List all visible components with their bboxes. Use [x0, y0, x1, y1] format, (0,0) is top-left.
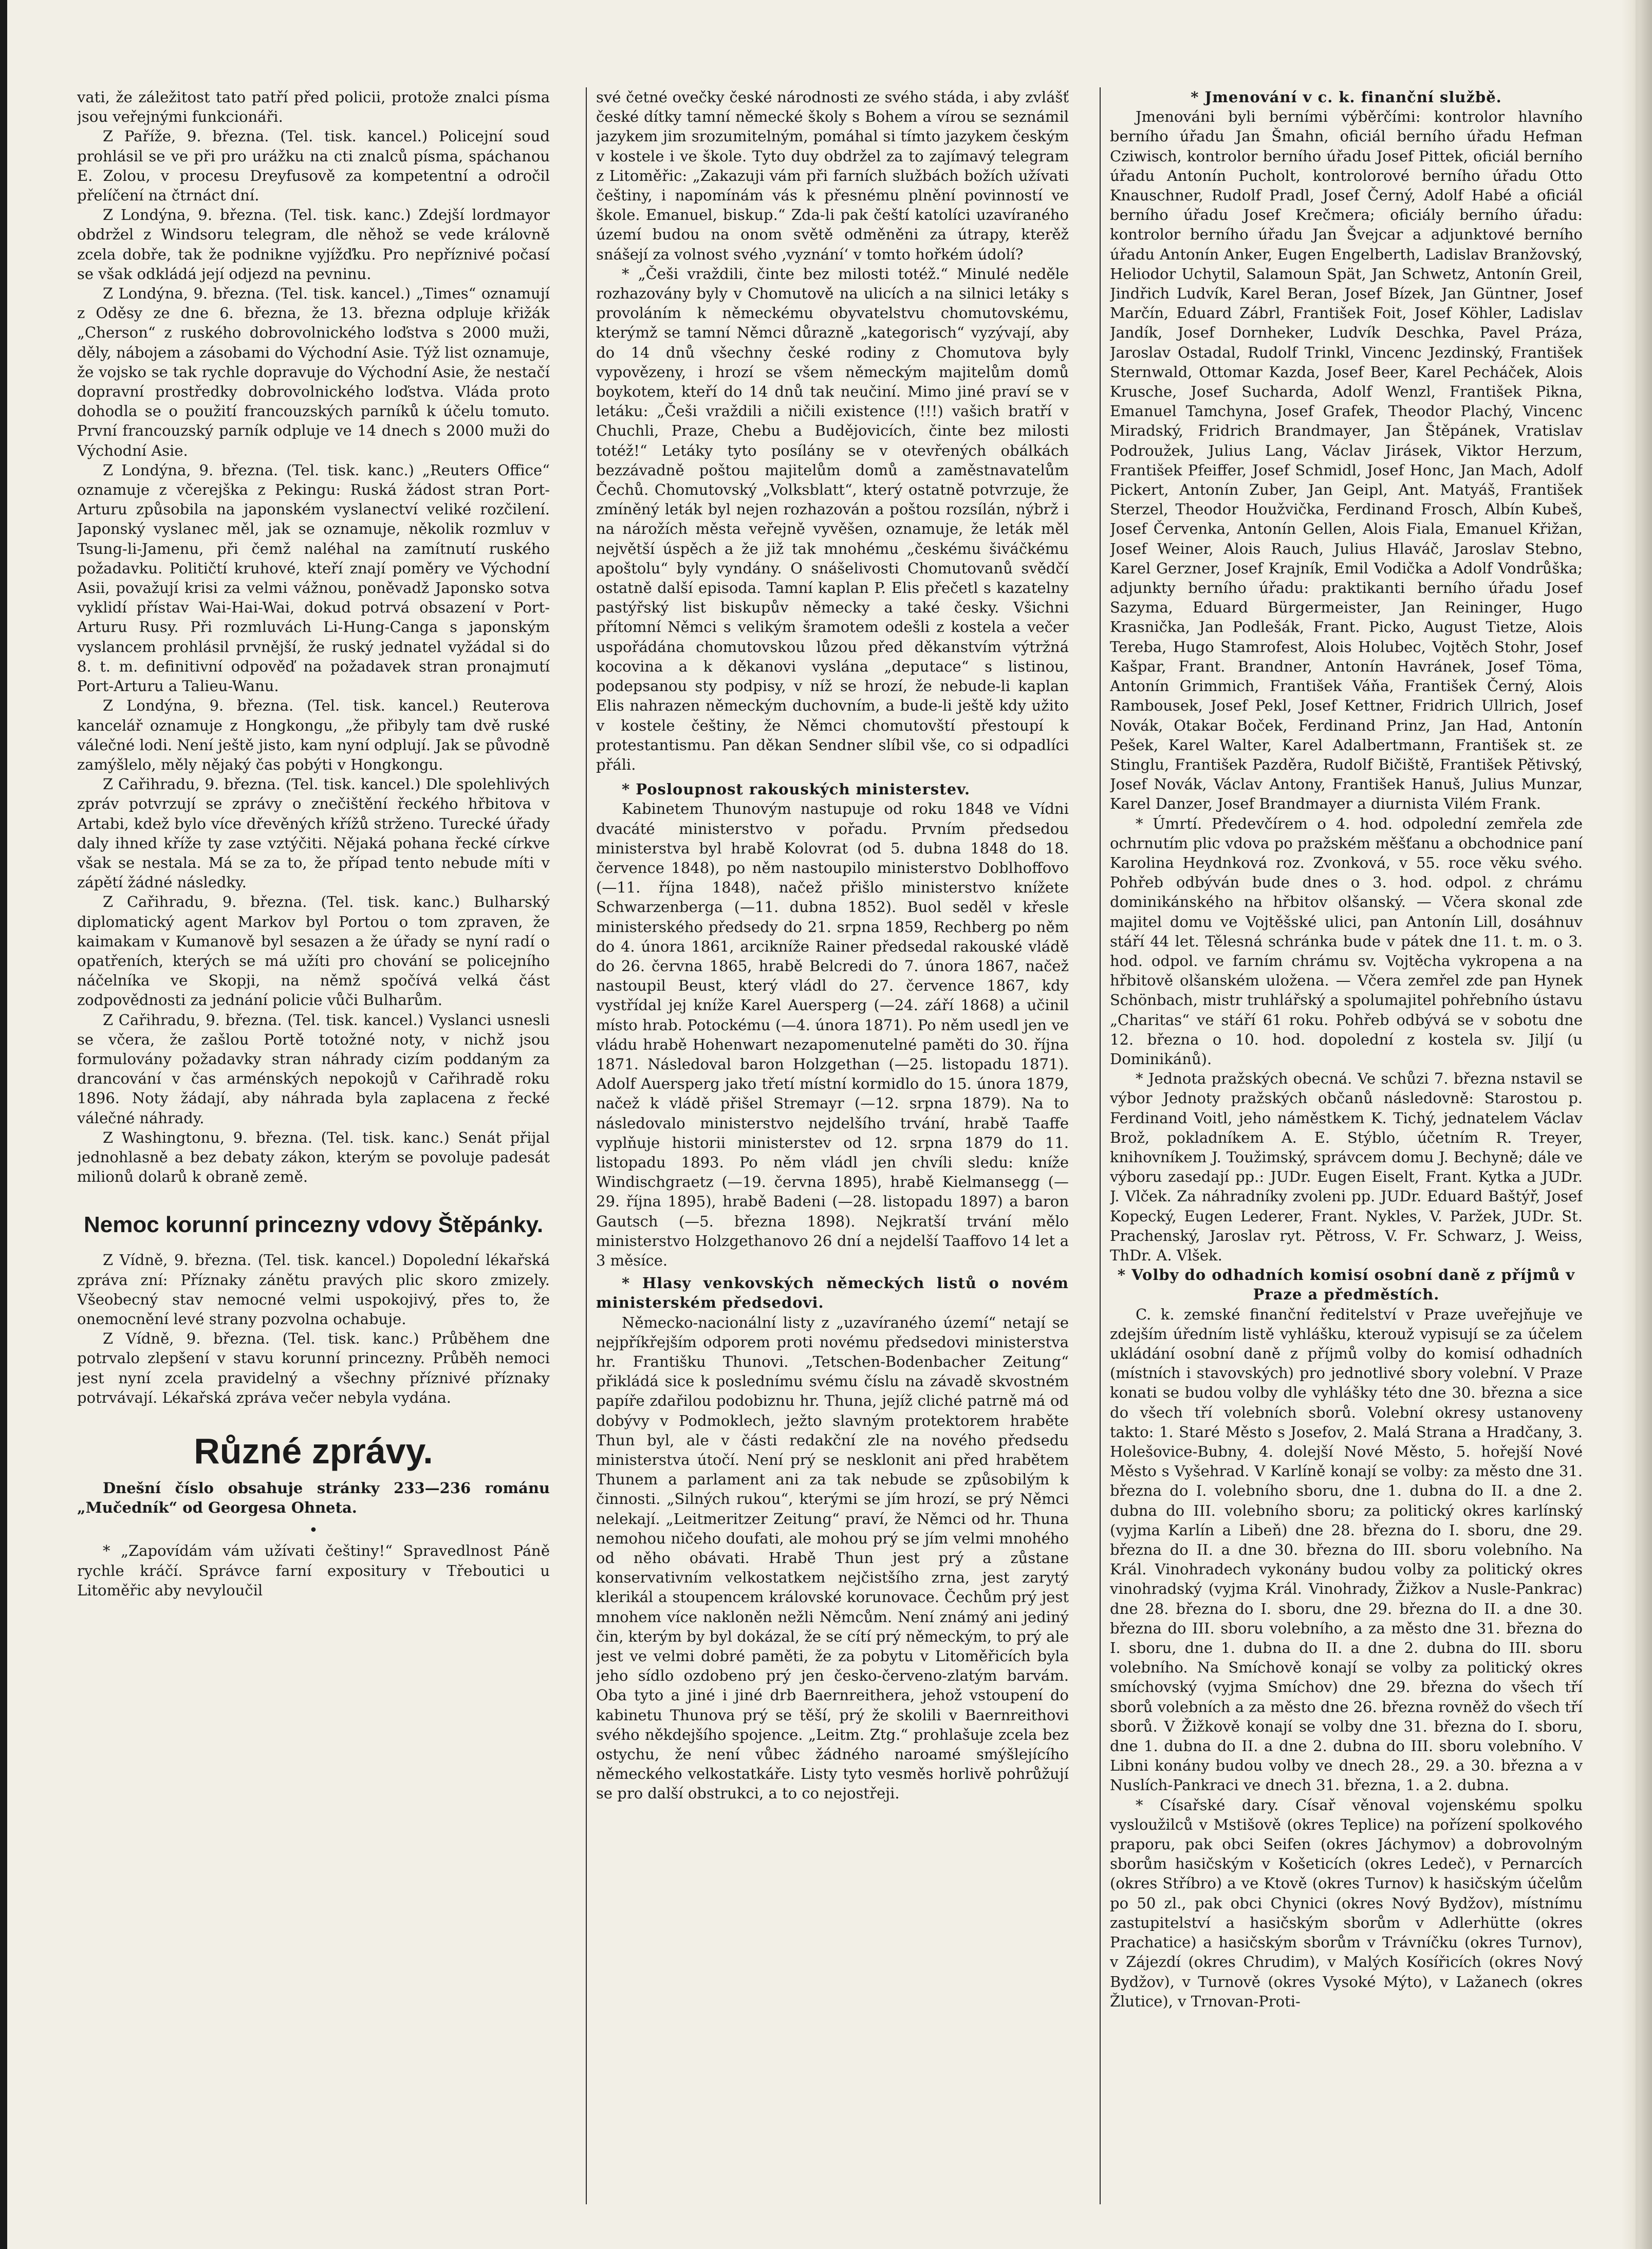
section-heading-appointments: * Jmenování v c. k. finanční službě. [1191, 88, 1502, 106]
news-paragraph: Z Vídně, 9. března. (Tel. tisk. kancel.) Dopolední lékařská zpráva zní: Příznaky zánětu pravých plic skoro zmizely. Všeobecný stav nemocné velmi uspokojivý, přes to, že onemocnění levé strany pozvolna ochabuje. [77, 1251, 550, 1328]
news-paragraph: Z Cařihradu, 9. března. (Tel. tisk. kancel.) Vyslanci usnesli se včera, že zašlou Portě totožné noty, v nichž jsou formulovány požadavky stran náhrady cizím poddaným za drancování v čas arménských nepokojů v Cařihradě roku 1896. Noty žádají, aby náhrada byla zaplacena z řecké válečné náhrady. [77, 1011, 550, 1127]
news-paragraph: Z Cařihradu, 9. března. (Tel. tisk. kancel.) Dle spolehlivých zpráv potvrzují se zprávy o znečištění řeckého hřbitova v Artabi, kdež bylo více dřevěných křížů strženo. Turecké úřady daly ihned kříže ty zase vztýčiti. Nějaká pohana řecké církve však se nestala. Má se za to, že případ tento nebude míti v zápětí žádné následky. [77, 775, 550, 891]
news-paragraph: Jmenováni byli berními výběrčími: kontrolor hlavního berního úřadu Jan Šmahn, oficiál berního úřadu Hefman Cziwisch, kontrolor berního úřadu Josef Pittek, oficiál berního úřadu Antonín Pucholt, kontrolorové berního úřadu Otto Knauschner, Rudolf Pradl, Josef Černý, Adolf Habé a oficiál berního úřadu Josef Krečmera; oficiály berního úřadu: kontrolor berního úřadu Jan Švejcar a adjunktové berního úřadu Antonín Anker, Eugen Engelberth, Ladislav Branžovský, Heliodor Uchytil, Salamoun Spät, Jan Schwetz, Antonín Greil, Jindřich Ludvík, Karel Beran, Josef Bízek, Jan Güntner, Josef Marčín, Eduard Zábrl, František Foit, Josef Köhler, Ladislav Jandík, Josef Dornheker, Ludvík Deschka, Pavel Práza, Jaroslav Ostadal, Rudolf Trinkl, Vincenc Jezdinský, František Sternwald, Ottomar Kazda, Josef Beer, Karel Pecháček, Alois Krusche, Josef Sucharda, Adolf Wenzl, František Pikna, Emanuel Tamchyna, Josef Grafek, Theodor Plachý, Vincenc Miradský, Fridrich Brandmayer, Jan Štěpánek, Vratislav Podroužek, Julius Lang, Václav Jirásek, Viktor Herzum, František Pfeiffer, Josef Schmidl, Josef Honc, Jan Mach, Adolf Pickert, Antonín Zuber, Jan Geipl, Ant. Matyáš, František Sterzel, Theodor Houžvička, Ferdinand Frosch, Albín Kubeš, Josef Červenka, Antonín Gellen, Alois Fiala, Emanuel Křižan, Josef Weiner, Alois Rauch, Julius Hlaváč, Jaroslav Stebno, Karel Gerzner, Josef Krajník, Emil Vodička a Adolf Vondrůška; adjunkty berního úřadu: praktikanti berního úřadu Josef Sazyma, Eduard Bürgermeister, Jan Reininger, Hugo Krasnička, Jan Podlešák, Frant. Picko, August Tietze, Alois Tereba, Hugo Stamrofest, Alois Holubec, Vojtěch Stohr, Josef Kašpar, Frant. Brandner, Antonín Havránek, Josef Töma, Antonín Grimmich, František Váňa, František Černý, Alois Rambousek, Josef Pekl, Josef Kettner, Fridrich Ullrich, Josef Novák, Otakar Boček, Ferdinand Prinz, Jan Had, Antonín Pešek, Karel Walter, Karel Adalbertmann, František st. ze Stinglu, František Pazděra, Rudolf Bičiště, František Pětivský, Josef Novák, Václav Antony, František Hanuš, Julius Munzar, Karel Danzer, Josef Brandmayer a diurnista Vilém Frank. [1110, 108, 1583, 813]
news-paragraph: * Úmrtí. Předevčírem o 4. hod. odpolední zemřela zde ochrnutím plic vdova po pražském měšťanu a obchodnice paní Karolina Heydnková roz. Zvonková, v 55. roce věku svého. Pohřeb odbýván bude dnes o 3. hod. odpol. z chrámu dominikánského na hřbitov olšanský. — Včera skonal zde majitel domu ve Vojtěšské ulici, pan Antonín Lill, dosáhnuv stáří 44 let. Tělesná schránka bude v pátek dne 11. t. m. o 3. hod. odpol. ve farním chrámu sv. Vojtěcha vykropena a na hřbitově olšanském uložena. — Včera zemřel zde pan Hynek Schönbach, mistr truhlářský a spolumajitel pohřebního ústavu „Charitas“ ve stáří 61 roku. Pohřeb odbývá se v sobotu dne 12. března o 10. hod. dopolední z kostela sv. Jiljí (u Dominikánů). [1110, 814, 1583, 1068]
separator: • [309, 1521, 318, 1540]
page-edge-line [1636, 0, 1640, 2249]
news-paragraph: Německo-nacionální listy z „uzavíraného území“ netají se nejpříkřejším odporem proti novému předsedovi ministerstva hr. Františku Thunovi. „Tetschen-Bodenbacher Zeitung“ přikládá sice k poslednímu svému číslu na závadě skvostném papíře zdařilou podobiznu hr. Thuna, jejíž cliché patrně má od dobývy v Podmoklech, ježto slavným protektorem hraběte Thun byl, ale v části redakční zle na nového předsedu ministerstva útočí. Není prý se nesklonit ani před hrabětem Thunem a parlament ani za tak nebude se způsobilým k činnosti. „Silných rukou“, kterými se jím hrozí, se prý Němci nelekají. „Leitmeritzer Zeitung“ praví, že Němci od hr. Thuna nemohou ničeho doufati, ale mohou prý se jím velmi mnohého od něho obávati. Hrabě Thun jest prý a zůstane konservativním velkostatkem nejčistšího zrna, jest zarytý klerikál a stoupencem královské korunovace. Čechům prý jest mnohem více nakloněn nežli Němcům. Není známý ani jediný čin, kterým by byl dokázal, že se cítí prý německým, to prý ale jest ve velmi dobré paměti, že za pobytu v Litoměřicích byla jeho sídlo ozdobeno prý jen česko-červeno-zlatým barvám. Oba tyto a jiné i jiné drb Baernreithera, jehož vstoupení do kabinetu Thunova prý se těší, prý že skolili v Baernreithovi svého někdejšího spojence. „Leitm. Ztg.“ prohlašuje zcela bez ostychu, že není vůbec žádného naroamé smýšlejícího německého velkostatkáře. Listy tyto vesměs horlivě pohrůžují se pro další obstrukci, a to co nejostřeji. [596, 1313, 1069, 1802]
news-paragraph: * Císařské dary. Císař věnoval vojenskému spolku vysloužilců v Mstišově (okres Teplice) na pořízení spolkového praporu, pak obci Seifen (okres Jáchymov) a dobrovolným sborům hasičským v Košeticích (okres Ledeč), v Pernarcích (okres Stříbro) a ve Ktově (okres Turnov) k hasičským účelům po 50 zl., pak obci Chynici (okres Nový Bydžov), místnímu zastupitelství a hasičským sborům v Adlerhütte (okres Prachatice) a hasičským sborům v Trávníčku (okres Turnov), v Zájezdí (okres Chrudim), v Malých Kosířicích (okres Nový Bydžov), v Turnově (okres Vysoké Mýto), v Lažanech (okres Žlutice), v Trnovan-Proti- [1110, 1796, 1583, 2010]
column-rule [1100, 87, 1101, 2204]
news-paragraph: Z Londýna, 9. března. (Tel. tisk. kanc.) „Reuters Office“ oznamuje z včerejška z Pekingu: Ruská žádost stran Port-Arturu způsobila na japonském vyslanectví veliké rozčilení. Japonský vyslanec měl, jak se oznamuje, několik rozmluv v Tsung-li-Jamenu, při čemž naléhal na zamítnutí ruského požadavku. Političtí kruhové, kteří znají poměry ve Východní Asii, považují krisi za velmi vážnou, poněvadž Japonsko sotva vyklidí přístav Wai-Hai-Wai, dokud potrvá obsazení v Port-Arturu Rusy. Při rozmluvách Li-Hung-Canga s japonským vyslancem prohlásil prvnější, že ruský jednatel vyžádal si do 8. t. m. definitivní odpověď na požadavek stran pronajmutí Port-Arturu a Talieu-Wanu. [77, 461, 550, 695]
news-paragraph: Z Londýna, 9. března. (Tel. tisk. kanc.) Zdejší lordmayor obdržel z Windsoru telegram, dle něhož se vede královně zcela dobře, tak že podnikne vyjížďku. Pro nepříznivé počasí se však odkládá její odjezd na pevninu. [77, 206, 550, 283]
news-paragraph: Z Paříže, 9. března. (Tel. tisk. kancel.) Policejní soud prohlásil se ve při pro urážku na cti znalců písma, spáchanou E. Zolou, v procesu Dreyfusově za kompetentní a odročil přelíčení na čtrnáct dní. [77, 127, 550, 205]
column-3 [1110, 87, 1583, 2209]
news-paragraph: Z Washingtonu, 9. března. (Tel. tisk. kanc.) Senát přijal jednohlasně a bez debaty zákon, kterým se povoluje padesát milionů dolarů k obraně země. [77, 1128, 550, 1186]
newspaper-page [77, 87, 1583, 2215]
news-paragraph: vati, že záležitost tato patří před policii, protože znalci písma jsou veřejnými funkcionáři. [77, 88, 550, 126]
section-heading-princess: Nemoc korunní princezny vdovy Štěpánky. [83, 1212, 544, 1238]
column-2 [596, 87, 1069, 2209]
section-heading-misc: Různé zprávy. [194, 1431, 433, 1471]
section-heading-elections: * Volby do odhadních komisí osobní daně z příjmů v Praze a předměstích. [1117, 1266, 1575, 1304]
section-heading-ministries: * Posloupnost rakouských ministerstev. [622, 780, 971, 798]
news-paragraph: * „Češi vraždili, činte bez milosti totéž.“ Minulé neděle rozhazovány byly v Chomutově na ulicích a na silnici letáky s provoláním k německému obyvatelstvu chomutovskému, kterýmž se tamní Němci důrazně „kategorisch“ vyzývají, aby do 14 dnů všechny české rodiny z Chomutova byly vypovězeny, i hrozí se všem německým majitelům domů boykotem, kteří do 14 dnů tak neučiní. Mimo jiné praví se v letáku: „Češi vraždili a ničili existence (!!!) vašich bratří v Chuchli, Praze, Chebu a Budějovicích, činte bez milosti totéž!“ Letáky tyto posílány se v otevřených obálkách bezzávadně poštou majitelům domů a zaměstnavatelům Čechů. Chomutovský „Volksblatt“, který ostatně potvrzuje, že zmíněný leták byl nejen rozhazován a poštou rozsílán, nýbrž i na nárožích města veřejně vyvěšen, oznamuje, že leták měl největší úspěch a že již tak mnohému „českému šiváčkému apoštolu“ byly vyndány. O snášelivosti Chomutovanů svědčí ostatně další episoda. Tamní kaplan P. Elis přečetl s kazatelny pastýřský list biskupův německy a také česky. Všichni přítomní Němci s velikým šramotem odešli z kostela a večer uspořádána chomutovskou lůzou před děkanstvím výtržná kocovina a k děkanovi vyslána „deputace“ s listinou, podepsanou sty podpisy, v níž se hrozí, že nebude-li kaplan Elis nahrazen německým duchovním, a bude-li ještě kdy užito v kostele češtiny, že Němci chomutovští přestoupí k protestantismu. Pan děkan Sendner slíbil vše, co si odpadlíci přáli. [596, 265, 1069, 773]
news-paragraph: své četné ovečky české národnosti ze svého stáda, i aby zvlášť české dítky tamní německé školy s Bohem a vírou se seznámil jazykem jim srozumitelným, pomáhal si tímto jazykem českým v kostele i ve škole. Tyto duy obdržel za to zajímavý telegram z Litoměřic: „Zakazuji vám při farních službách božích užívati češtiny, i napomínám vás k přesnému plnění povinností ve škole. Emanuel, biskup.“ Zda-li pak čeští katolíci uzavíraného území budou na onom světě odměněni za útrapy, kterěž snášejí za volnost svého ‚vyznání‘ v tomto hořkém údolí? [596, 88, 1069, 263]
page-binding-edge [0, 0, 7, 2249]
column-rule [586, 87, 587, 2204]
news-paragraph: Z Londýna, 9. března. (Tel. tisk. kancel.) Reuterova kancelář oznamuje z Hongkongu, „že přibyly tam dvě ruské válečné lodi. Není ještě jisto, kam nyní odplují. Jak se původně zamýšlelo, měly nějaký čas pobýti v Hongkongu. [77, 697, 550, 773]
column-1 [77, 87, 550, 2209]
news-paragraph: * Jednota pražských obecná. Ve schůzi 7. března nstavil se výbor Jednoty pražských občanů následovně: Starostou p. Ferdinand Voitl, jeho náměstkem K. Tichý, jednatelem Václav Brož, pokladníkem A. E. Stýblo, účetním R. Treyer, knihovníkem J. Toužimský, správcem domu J. Bechyně; dále ve výboru zasedají pp.: JUDr. Eugen Eiselt, Frant. Kytka a JUDr. J. Vlček. Za náhradníky zvoleni pp. JUDr. Eduard Baštýř, Josef Kopecký, Eugen Lederer, Frant. Nykles, V. Paržek, JUDr. St. Prachenský, Jaroslav ryt. Pětross, V. Fr. Schwarz, J. Weiss, ThDr. A. Vlšek. [1110, 1070, 1583, 1264]
news-paragraph: Z Londýna, 9. března. (Tel. tisk. kancel.) „Times“ oznamují z Oděsy ze dne 6. března, že 13. března odpluje křižák „Cherson“ z ruského dobrovolnického loďstva s 2000 muži, děly, nábojem a zásobami do Východní Asie. Týž list oznamuje, že vojsko se tak rychle dopravuje do Východní Asie, že nestačí dopravní prostředky dobrovolnického loďstva. Vláda proto dohodla se o použití francouzských parníků k účelu tomuto. První francouzský parník odpluje ve 14 dnech s 2000 muži do Východní Asie. [77, 285, 550, 459]
notice-paragraph: Dnešní číslo obsahuje stránky 233—236 románu „Mučedník“ od Georgesa Ohneta. [77, 1479, 550, 1517]
news-paragraph: * „Zapovídám vám užívati češtiny!“ Spravedlnost Páně rychle kráčí. Správce farní expositury v Třeboutici u Litoměřic aby nevyloučil [77, 1542, 550, 1599]
section-heading-voices: * Hlasy venkovských německých listů o novém ministerském předsedovi. [596, 1274, 1069, 1312]
news-paragraph: Z Cařihradu, 9. března. (Tel. tisk. kanc.) Bulharský diplomatický agent Markov byl Portou o tom zpraven, že kaimakam v Kumanově byl sesazen a že úřady se nyní radí o opatřeních, kterých se má užíti pro chování se policejního náčelníka ve Skopji, na němž spočívá velká část zodpovědnosti za jednání policie vůči Bulharům. [77, 893, 550, 1009]
news-paragraph: Kabinetem Thunovým nastupuje od roku 1848 ve Vídni dvacáté ministerstvo v pořadu. Prvním předsedou ministerstva byl hrabě Kolovrat (od 5. dubna 1848 do 18. července 1848), po něm nastoupilo ministerstvo Doblhoffovo (—11. října 1848), načež přišlo ministerstvo knížete Schwarzenberga (—11. dubna 1852). Buol seděl v křesle ministerského předsedy do 21. srpna 1859, Rechberg po něm do 4. února 1861, arcikníže Rainer předsedal rakouské vládě do 26. června 1865, hrabě Belcredi do 7. února 1867, načež nastoupil Beust, který vládl do 27. července 1867, kdy vystřídal jej kníže Karel Auersperg (—24. září 1868) a učinil místo hrab. Potockému (—4. února 1871). Po něm usedl jen ve vládu hrabě Hohenwart nezapomenutelné paměti do 30. října 1871. Následoval baron Holzgethan (—25. listopadu 1871). Adolf Auersperg jako třetí místní kormidlo do 15. února 1879, načež k vládě přišel Stremayr (—12. srpna 1879). Na to následovalo ministerstvo nejdelšího trvání, hrabě Taaffe vyplňuje historii ministerstev od 12. srpna 1879 do 11. listopadu 1893. Po něm vládl jen chvíli sledu: kníže Windischgraetz (—19. června 1895), hrabě Kielmansegg (—29. října 1895), hrabě Badeni (—28. listopadu 1897) a baron Gautsch (—5. března 1898). Nejkratší trvání mělo ministerstvo Holzgethanovo 26 dní a nejdelší Taaffovo 14 let a 3 měsíce. [596, 800, 1069, 1269]
news-paragraph: C. k. zemské finanční ředitelství v Praze uveřejňuje ve zdejším úředním listě vyhlášku, kterouž vypisují se za účelem ukládání osobní daně z příjmů volby do komisí odhadních (místních i stavovských) pro jednotlivé sbory volební. V Praze konati se budou volby dle vyhlášky této dne 30. března a sice do všech tří volebních sborů. Volební okresy ustanoveny takto: 1. Staré Město s Josefov, 2. Malá Strana a Hradčany, 3. Holešovice-Bubny, 4. dolejší Nové Město, 5. hořejší Nové Město s Vyšehrad. V Karlíně konají se volby: za město dne 31. března do I. volebního sboru, dne 1. dubna do II. a dne 2. dubna do III. volebního sboru; za politický okres karlínský (vyjma Karlín a Libeň) dne 28. března do I. sboru, dne 29. března do II. a dne 30. března do III. sboru volebního. Na Král. Vinohradech vykonány budou volby za politický okres vinohradský (vyjma Král. Vinohrady, Žižkov a Nusle-Pankrac) dne 28. března do I. sboru, dne 29. března do II. a dne 30. března do III. sboru volebního, a za město dne 31. března do I. sboru, dne 1. dubna do II. a dne 2. dubna do III. sboru volebního. Na Smíchově konají se volby za politický okres smíchovský (vyjma Smíchov) dne 29. března do všech tří sborů volebních a za město dne 26. března rovněž do všech tří sborů. V Žižkově konají se volby dne 31. března do I. sboru, dne 1. dubna do II. a dne 2. dubna do III. sboru volebního. V Libni konány budou volby ve dnech 28., 29. a 30. března a v Nuslích-Pankraci ve dnech 31. března, 1. a 2. dubna. [1110, 1305, 1583, 1794]
news-paragraph: Z Vídně, 9. března. (Tel. tisk. kanc.) Průběhem dne potrvalo zlepšení v stavu korunní princezny. Průběh nemoci jest nyní zcela pravidelný a všechny příznivé příznaky potrvávají. Lékařská zpráva večer nebyla vydána. [77, 1330, 550, 1406]
